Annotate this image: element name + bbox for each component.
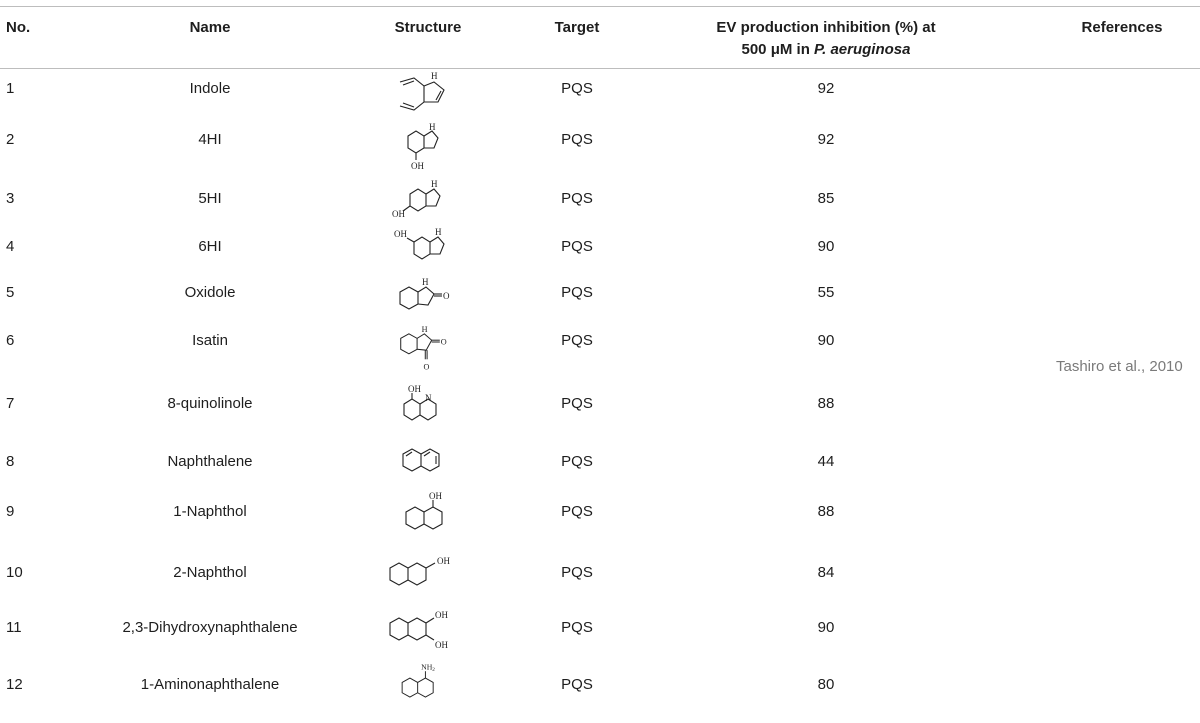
structure-2-naphthol — [378, 552, 478, 602]
row-8-target: PQS — [561, 453, 593, 470]
header-structure: Structure — [394, 19, 462, 36]
row-3-ev: 85 — [817, 190, 835, 207]
2-naphthol-oh-label: OH — [437, 556, 450, 566]
5hi-oh-label: OH — [392, 209, 405, 219]
structure-naphthalene — [378, 440, 478, 490]
row-11-ev: 90 — [817, 619, 835, 636]
row-12-name: 1-Aminonaphthalene — [140, 676, 280, 693]
dihydroxy-oh1-label: OH — [435, 610, 448, 620]
row-8-name: Naphthalene — [167, 453, 253, 470]
row-9-ev: 88 — [817, 503, 835, 520]
structure-1-naphthol — [378, 490, 478, 540]
row-11-target: PQS — [561, 619, 593, 636]
row-6-no: 6 — [6, 332, 15, 349]
nh2-label — [421, 662, 435, 673]
row-2-ev: 92 — [817, 131, 835, 148]
header-references: References — [1081, 19, 1163, 36]
row-10-name: 2-Naphthol — [173, 564, 247, 581]
row-10-ev: 84 — [817, 564, 835, 581]
row-3-target: PQS — [561, 190, 593, 207]
isatin-h-label: H — [421, 325, 428, 334]
row-5-name: Oxidole — [184, 284, 236, 301]
structure-indole — [378, 68, 478, 118]
top-rule — [0, 6, 1200, 7]
quinolinole-oh-label: OH — [408, 384, 421, 394]
structure-2-3-dihydroxynaphthalene — [378, 604, 478, 654]
row-5-target: PQS — [561, 284, 593, 301]
structure-8-quinolinole — [378, 384, 478, 434]
row-8-ev: 44 — [817, 453, 835, 470]
structure-1-aminonaphthalene — [378, 660, 478, 710]
row-10-target: PQS — [561, 564, 593, 581]
row-1-target: PQS — [561, 80, 593, 97]
1-naphthol-oh-label: OH — [429, 491, 442, 501]
row-2-target: PQS — [561, 131, 593, 148]
nh2-subscript: 2 — [432, 667, 435, 674]
row-1-ev: 92 — [817, 80, 835, 97]
header-ev-organism: P. aeruginosa — [814, 41, 911, 58]
reference-cell: Tashiro et al., 2010 — [1056, 358, 1183, 375]
header-no: No. — [6, 19, 31, 36]
header-ev-line2 — [686, 39, 966, 61]
row-1-no: 1 — [6, 80, 15, 97]
header-name: Name — [189, 19, 231, 36]
row-3-name: 5HI — [198, 190, 222, 207]
header-ev-line1: EV production inhibition (%) at — [716, 19, 936, 36]
row-5-no: 5 — [6, 284, 15, 301]
row-4-name: 6HI — [198, 238, 222, 255]
4hi-oh-label: OH — [411, 161, 424, 171]
structure-4hi — [378, 122, 478, 172]
row-7-no: 7 — [6, 395, 15, 412]
6hi-h-label: H — [435, 227, 442, 237]
row-5-ev: 55 — [817, 284, 835, 301]
row-9-no: 9 — [6, 503, 15, 520]
row-4-target: PQS — [561, 238, 593, 255]
row-6-target: PQS — [561, 332, 593, 349]
row-12-no: 12 — [6, 676, 23, 693]
oxidole-o-label: O — [443, 291, 450, 301]
row-12-target: PQS — [561, 676, 593, 693]
row-12-ev: 80 — [817, 676, 835, 693]
row-6-ev: 90 — [817, 332, 835, 349]
structure-6hi — [378, 226, 478, 276]
row-9-target: PQS — [561, 503, 593, 520]
quinolinole-n-label: N — [425, 393, 432, 403]
row-1-name: Indole — [189, 80, 231, 97]
structure-oxidole — [378, 274, 478, 324]
nh2-main: NH — [421, 662, 433, 672]
indole-h-label: H — [431, 71, 438, 81]
row-2-no: 2 — [6, 131, 15, 148]
header-ev-line2-prefix: 500 μM in — [741, 41, 815, 58]
row-4-no: 4 — [6, 238, 15, 255]
isatin-o1-label: O — [440, 337, 447, 347]
structure-5hi — [378, 176, 478, 226]
header-rule — [0, 68, 1200, 69]
row-2-name: 4HI — [198, 131, 222, 148]
row-10-no: 10 — [6, 564, 23, 581]
6hi-oh-label: OH — [394, 229, 407, 239]
isatin-o2-label: O — [423, 362, 430, 372]
row-6-name: Isatin — [192, 332, 228, 349]
row-7-name: 8-quinolinole — [167, 395, 253, 412]
oxidole-h-label: H — [422, 277, 429, 287]
4hi-h-label: H — [429, 122, 436, 132]
row-8-no: 8 — [6, 453, 15, 470]
5hi-h-label: H — [431, 179, 438, 189]
row-7-target: PQS — [561, 395, 593, 412]
row-7-ev: 88 — [817, 395, 835, 412]
header-target: Target — [554, 19, 600, 36]
row-11-no: 11 — [6, 619, 22, 636]
dihydroxy-oh2-label: OH — [435, 640, 448, 650]
row-4-ev: 90 — [817, 238, 835, 255]
structure-isatin — [378, 322, 478, 372]
header-ev — [686, 17, 966, 61]
row-9-name: 1-Naphthol — [173, 503, 247, 520]
row-3-no: 3 — [6, 190, 15, 207]
row-11-name: 2,3-Dihydroxynaphthalene — [122, 619, 298, 636]
